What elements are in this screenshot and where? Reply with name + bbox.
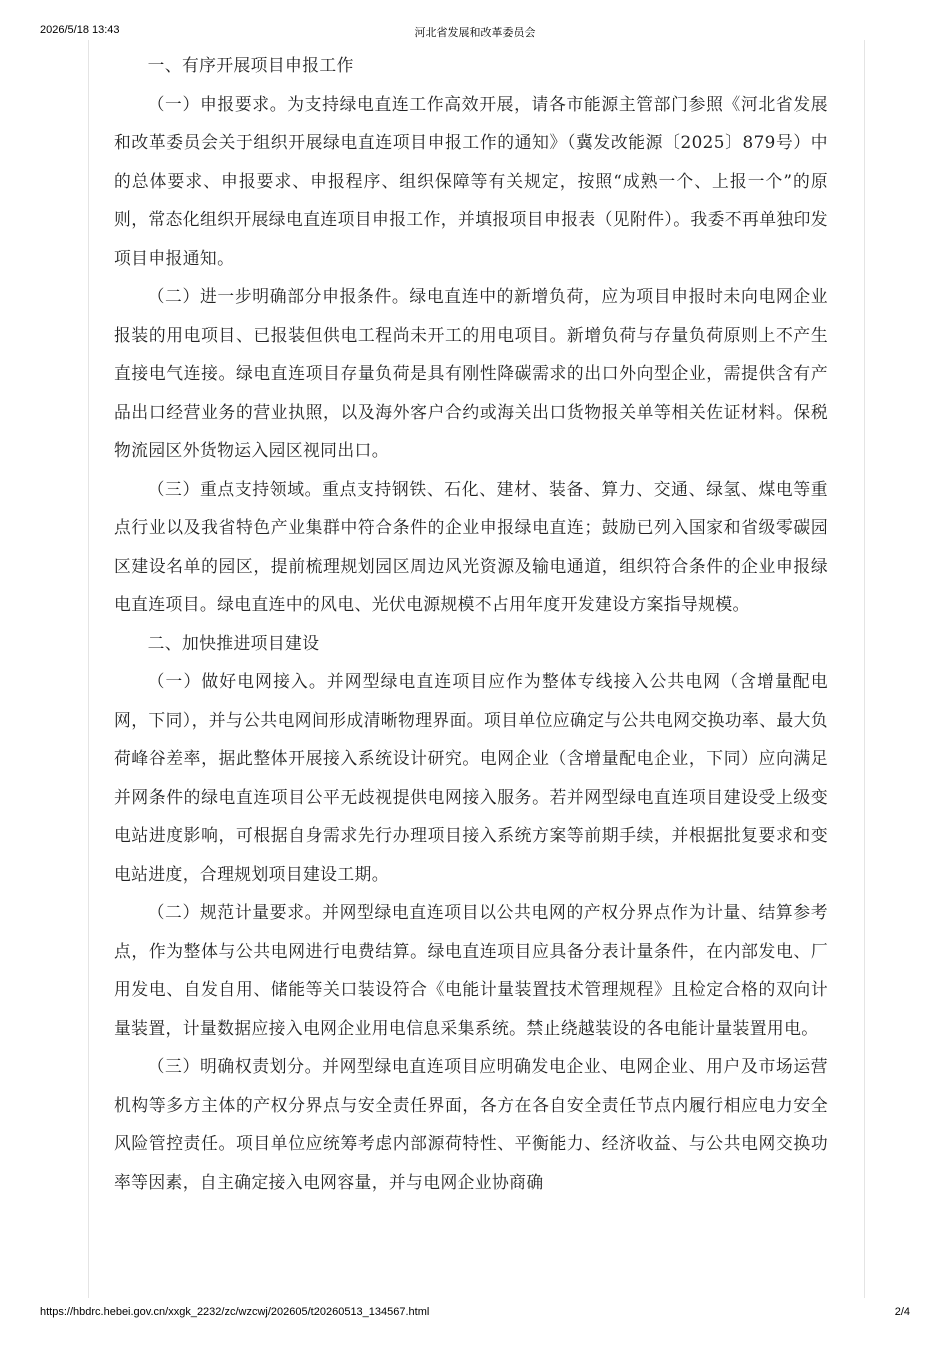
section-heading-1: 一、有序开展项目申报工作 (147, 55, 354, 75)
paragraph-application-requirements: （一）申报要求。为支持绿电直连工作高效开展，请各市能源主管部门参照《河北省发展和改革委员会关于组织开展绿电直连项目申报工作的通知》（冀发改能源〔2025〕879号）中的总体要求、申报要求、申报程序、组织保障等有关规定，按照“成熟一个、上报一个”的原则，常态化组织开展绿电直连项目申报工作，并填报项目申报表（见附件）。我委不再单独印发项目申报通知。 (114, 93, 828, 268)
print-page-number: 2/4 (894, 1306, 910, 1318)
paragraph-grid-access: （一）做好电网接入。并网型绿电直连项目应作为整体专线接入公共电网（含增量配电网，下同），并与公共电网间形成清晰物理界面。项目单位应确定与公共电网交换功率、最大负荷峰谷差率，据此整体开展接入系统设计研究。电网企业（含增量配电企业，下同）应向满足并网条件的绿电直连项目公平无歧视提供电网接入服务。若并网型绿电直连项目建设受上级变电站进度影响，可根据自身需求先行办理项目接入系统方案等前期手续，并根据批复要求和变电站进度，合理规划项目建设工期。 (114, 671, 828, 884)
section-heading-2: 二、加快推进项目建设 (147, 632, 320, 653)
print-page-url: https://hbdrc.hebei.gov.cn/xxgk_2232/zc/wzcwj/202605/t20260513_134567.html (40, 1306, 430, 1318)
print-site-title: 河北省发展和改革委员会 (414, 27, 536, 39)
paragraph-application-conditions: （二）进一步明确部分申报条件。绿电直连中的新增负荷，应为项目申报时未向电网企业报装的用电项目、已报装但供电工程尚未开工的用电项目。新增负荷与存量负荷原则上不产生直接电气连接。绿电直连项目存量负荷是具有刚性降碳需求的出口外向型企业，需提供含有产品出口经营业务的营业执照，以及海外客户合约或海关出口货物报关单等相关佐证材料。保税物流园区外货物运入园区视同出口。 (114, 286, 828, 460)
print-footer (0, 1306, 950, 1324)
paragraph-key-support-areas: （三）重点支持领域。重点支持钢铁、石化、建材、装备、算力、交通、绿氢、煤电等重点行业以及我省特色产业集群中符合条件的企业申报绿电直连；鼓励已列入国家和省级零碳园区建设名单的园区，提前梳理规划园区周边风光资源及输电通道，组织符合条件的企业申报绿电直连项目。绿电直连中的风电、光伏电源规模不占用年度开发建设方案指导规模。 (114, 478, 828, 614)
page-frame-right-border (864, 40, 865, 1298)
print-datetime: 2026/5/18 13:43 (40, 24, 120, 36)
paragraph-responsibility-division: （三）明确权责划分。并网型绿电直连项目应明确发电企业、电网企业、用户及市场运营机构等多方主体的产权分界点与安全责任界面，各方在各自安全责任节点内履行相应电力安全风险管控责任。项目单位应统筹考虑内部源荷特性、平衡能力、经济收益、与公共电网交换功率等因素，自主确定接入电网容量，并与电网企业协商确 (114, 1056, 828, 1192)
print-header (0, 24, 950, 42)
page-frame-left-border (88, 40, 89, 1298)
document-body (114, 46, 828, 1201)
paragraph-metering-requirements: （二）规范计量要求。并网型绿电直连项目以公共电网的产权分界点作为计量、结算参考点，作为整体与公共电网进行电费结算。绿电直连项目应具备分表计量条件，在内部发电、厂用发电、自发自用、储能等关口装设符合《电能计量装置技术管理规程》且检定合格的双向计量装置，计量数据应接入电网企业用电信息采集系统。禁止绕越装设的各电能计量装置用电。 (114, 902, 828, 1038)
